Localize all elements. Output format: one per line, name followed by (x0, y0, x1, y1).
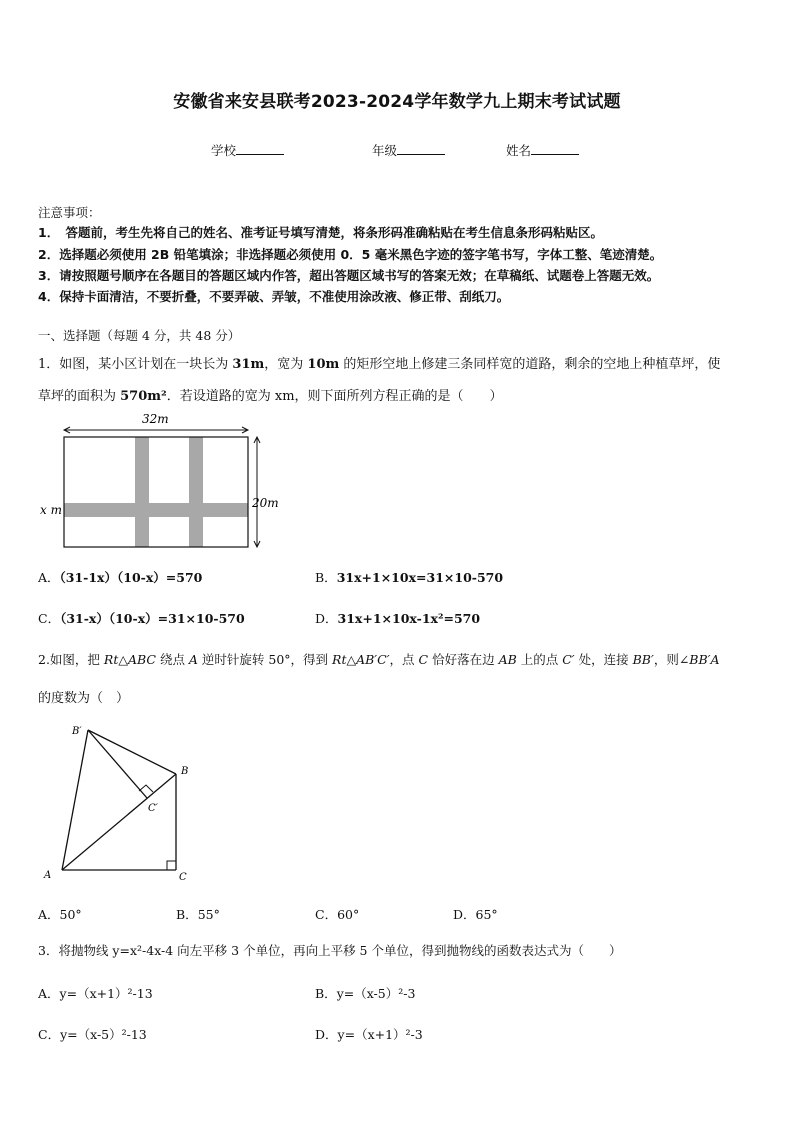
q2-stem-line2: 的度数为（ ） (38, 691, 130, 706)
q2-text: 处，连接 (574, 652, 633, 667)
name-blank[interactable] (531, 142, 579, 155)
option-text: 55° (197, 907, 220, 922)
option-text: 31x+1×10x-1x²=570 (337, 611, 481, 626)
option-letter: C． (315, 907, 338, 922)
option-letter: D． (453, 907, 476, 922)
option-letter: A． (38, 986, 60, 1001)
top-dimension-label: 32m (142, 412, 169, 426)
horizontal-road (64, 503, 248, 517)
q1-option-d[interactable] (315, 609, 480, 627)
option-text: 65° (475, 907, 498, 922)
q2-text: 恰好落在边 (428, 652, 499, 667)
q1-text: 的矩形空地上修建三条同样宽的道路，剩余的空地上种植草坪，使 (339, 357, 721, 372)
q3-stem: 3．将抛物线 y=x²-4x-4 向左平移 3 个单位，再向上平移 5 个单位，得到抛物线的函数表达式为（ ） (38, 943, 622, 958)
option-text: 60° (337, 907, 360, 922)
grade-field[interactable] (372, 141, 445, 159)
option-text: 50° (59, 907, 82, 922)
label-B: B (181, 766, 189, 777)
option-letter: D． (315, 611, 338, 626)
segment-AB-prime (62, 730, 88, 870)
q1-text: 草坪的面积为 (38, 389, 121, 404)
option-text: y=（x+1）²-3 (337, 1027, 423, 1042)
rectangle-field (64, 437, 248, 547)
label-B-prime: B′ (72, 726, 82, 737)
section-heading: 一、选择题（每题 4 分，共 48 分） (38, 328, 241, 343)
q3-option-a[interactable] (38, 984, 153, 1002)
option-text: （31-1x）（10-x）=570 (59, 570, 203, 585)
q1-option-a[interactable] (38, 568, 202, 586)
q2-stem-line1 (38, 650, 720, 668)
grade-blank[interactable] (397, 142, 445, 155)
school-label: 学校 (211, 143, 237, 158)
q1-text: ，宽为 (264, 357, 308, 372)
option-text: y=（x-5）²-13 (60, 1027, 147, 1042)
q1-stem-line2 (38, 385, 503, 404)
road-width-label: x m (40, 503, 62, 517)
q3-option-b[interactable] (315, 984, 415, 1002)
option-text: 31x+1×10x=31×10-570 (336, 570, 504, 585)
q2-math: C′ (562, 652, 575, 667)
notice-item: 1． 答题前，考生先将自己的姓名、准考证号填写清楚，将条形码准确粘贴在考生信息条形码粘贴区。 (38, 225, 603, 240)
segment-B-prime-C-prime (88, 730, 147, 798)
q1-figure (36, 408, 286, 554)
option-text: y=（x-5）²-3 (336, 986, 416, 1001)
right-dimension-label: 20m (252, 496, 279, 510)
option-letter: B． (315, 986, 337, 1001)
q2-text: 2.如图，把 (38, 652, 104, 667)
label-C-prime: C′ (148, 803, 158, 814)
school-field[interactable] (211, 141, 284, 159)
option-letter: A． (38, 570, 60, 585)
label-C: C (179, 872, 187, 883)
option-text: （31-x）（10-x）=31×10-570 (60, 611, 245, 626)
q1-text: ．若设道路的宽为 xm，则下面所列方程正确的是（ ） (166, 389, 503, 404)
vertical-road-left (135, 437, 149, 547)
q2-text: 绕点 (155, 652, 189, 667)
q1-area: 570m² (120, 389, 167, 404)
vertical-road-right (189, 437, 203, 547)
q1-option-b[interactable] (315, 568, 503, 586)
option-letter: B． (315, 570, 337, 585)
q2-option-d[interactable] (453, 905, 498, 923)
q2-option-b[interactable] (176, 905, 220, 923)
q1-stem-line1 (38, 353, 720, 372)
q3-option-c[interactable] (38, 1025, 147, 1043)
segment-BB-prime (88, 730, 176, 774)
q2-figure (38, 722, 198, 884)
q2-math: Rt△ABC (103, 652, 156, 667)
q2-option-a[interactable] (38, 905, 82, 923)
option-letter: D． (315, 1027, 338, 1042)
q2-text: 逆时针旋转 50°，得到 (197, 652, 333, 667)
q2-math: BB′A (689, 652, 720, 667)
school-blank[interactable] (236, 142, 284, 155)
q1-length: 31m (232, 357, 265, 372)
q2-option-c[interactable] (315, 905, 359, 923)
q2-math: AB (498, 652, 517, 667)
q2-text: ，点 (389, 652, 419, 667)
q1-text: 1．如图，某小区计划在一块长为 (38, 357, 233, 372)
q1-width: 10m (307, 357, 340, 372)
notice-item: 3．请按照题号顺序在各题目的答题区域内作答，超出答题区域书写的答案无效；在草稿纸、试题卷上答题无效。 (38, 268, 660, 283)
option-letter: B． (176, 907, 198, 922)
grade-label: 年级 (372, 143, 398, 158)
label-A: A (44, 870, 52, 881)
exam-title: 安徽省来安县联考2023-2024学年数学九上期末考试试题 (173, 92, 621, 112)
q1-option-c[interactable] (38, 609, 245, 627)
segment-AB (62, 774, 176, 870)
q2-text: 上的点 (516, 652, 563, 667)
notice-heading: 注意事项： (38, 205, 101, 220)
option-text: y=（x+1）²-13 (59, 986, 153, 1001)
name-label: 姓名 (506, 143, 532, 158)
q2-math: C (418, 652, 429, 667)
option-letter: A． (38, 907, 60, 922)
notice-item: 4．保持卡面清洁，不要折叠，不要弄破、弄皱，不准使用涂改液、修正带、刮纸刀。 (38, 289, 510, 304)
q2-math: Rt△AB′C′ (332, 652, 390, 667)
option-letter: C． (38, 1027, 61, 1042)
q2-text: ，则∠ (653, 652, 690, 667)
q2-math: A (188, 652, 198, 667)
name-field[interactable] (506, 141, 579, 159)
q3-option-d[interactable] (315, 1025, 423, 1043)
right-angle-C-icon (167, 861, 176, 870)
q2-math: BB′ (632, 652, 654, 667)
option-letter: C． (38, 611, 61, 626)
notice-item: 2．选择题必须使用 2B 铅笔填涂；非选择题必须使用 0．5 毫米黑色字迹的签字笔书写，字体工整、笔迹清楚。 (38, 247, 663, 262)
